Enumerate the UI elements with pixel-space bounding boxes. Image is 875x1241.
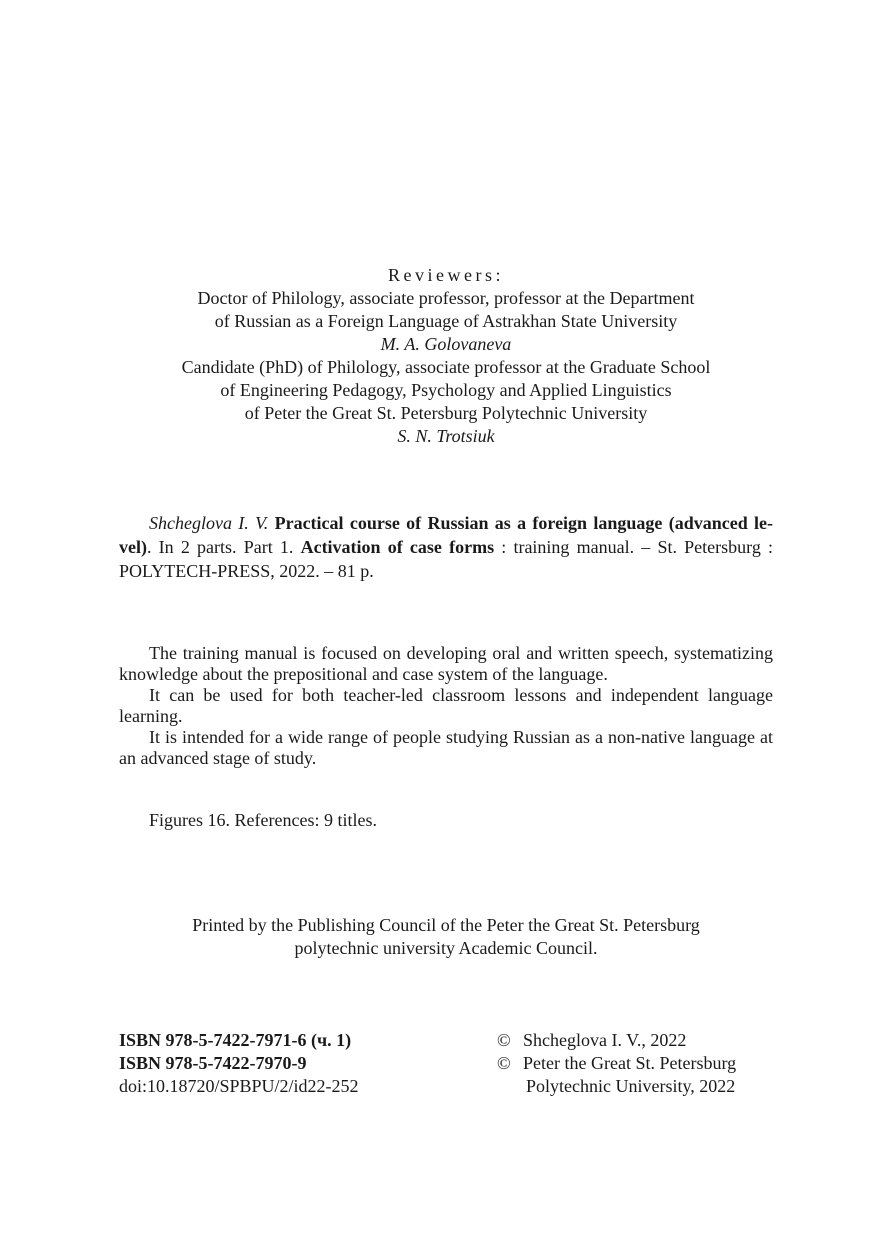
abstract-paragraph-1: The training manual is focused on developing oral and written speech, systematizing knowledge about the prepositional and case system of the language. <box>119 643 773 684</box>
doi: doi:10.18720/SPBPU/2/id22-252 <box>119 1076 359 1096</box>
reviewer2-affiliation-line2: of Engineering Pedagogy, Psychology and Applied Linguistics <box>220 380 672 400</box>
reviewers-section <box>119 264 773 448</box>
figures-references <box>119 809 773 832</box>
copyright-university-text: Peter the Great St. Petersburg <box>523 1053 737 1073</box>
reviewers-heading: Reviewers: <box>388 265 504 285</box>
copyright-author-text: Shcheglova I. V., 2022 <box>523 1030 687 1050</box>
copyright-university <box>497 1052 736 1075</box>
citation-subtitle: Activation of case forms <box>300 537 495 557</box>
reviewer2-affiliation-line1: Candidate (PhD) of Philology, associate professor at the Graduate School <box>181 357 711 377</box>
reviewer2-name: S. N. Trotsiuk <box>397 426 495 446</box>
citation-title: Practical course of Russian as a foreign language (advanced le- <box>274 513 773 533</box>
reviewer1-affiliation-line1: Doctor of Philology, associate professor, professor at the Department <box>197 288 695 308</box>
copyright-author <box>497 1029 736 1052</box>
citation-imprint: POLYTECH-PRESS, 2022. – 81 p. <box>119 561 374 581</box>
citation-author: Shcheglova I. V. <box>149 513 269 533</box>
reviewer1-name: M. A. Golovaneva <box>380 334 512 354</box>
abstract <box>119 643 773 769</box>
citation-title-end: vel) <box>119 537 147 557</box>
copyright-block <box>497 1029 736 1098</box>
isbn-set: ISBN 978-5-7422-7970-9 <box>119 1053 307 1073</box>
figures-references-text: Figures 16. References: 9 titles. <box>149 810 377 830</box>
citation-publisher: : training manual. – St. Petersburg : <box>501 537 774 557</box>
copyright-symbol: © <box>497 1030 511 1050</box>
reviewer2-affiliation-line3: of Peter the Great St. Petersburg Polytechnic University <box>244 403 648 423</box>
printed-by <box>119 914 773 960</box>
reviewer1-affiliation-line2: of Russian as a Foreign Language of Astrakhan State University <box>214 311 678 331</box>
citation-parts: . In 2 parts. Part 1. <box>146 537 294 557</box>
isbn-block <box>119 1029 359 1098</box>
isbn-part1: ISBN 978-5-7422-7971-6 (ч. 1) <box>119 1030 352 1050</box>
bibliographic-citation <box>119 511 773 583</box>
abstract-paragraph-2: It can be used for both teacher-led classroom lessons and independent language learning. <box>119 685 773 726</box>
copyright-symbol-2: © <box>497 1053 511 1073</box>
printed-by-line2: polytechnic university Academic Council. <box>294 938 598 958</box>
abstract-paragraph-3: It is intended for a wide range of people studying Russian as a non-native language at an advanced stage of study. <box>119 727 773 768</box>
printed-by-line1: Printed by the Publishing Council of the Peter the Great St. Petersburg <box>192 915 700 935</box>
copyright-university-text-2: Polytechnic University, 2022 <box>526 1076 736 1096</box>
